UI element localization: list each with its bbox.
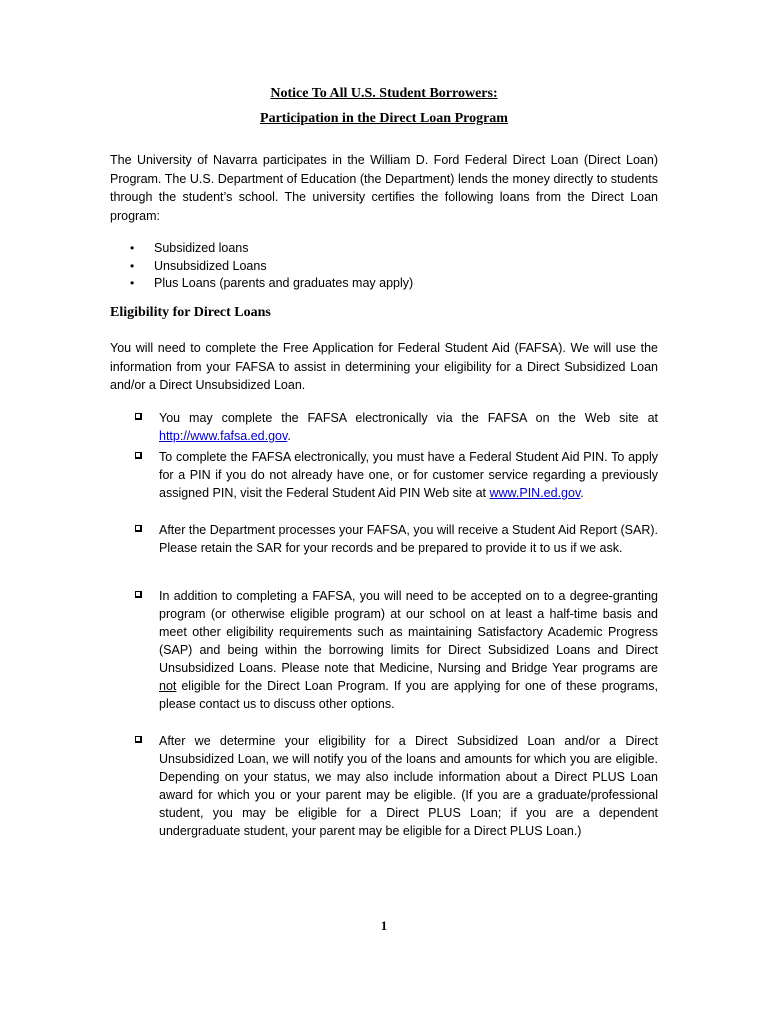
not-emphasis: not <box>159 679 177 693</box>
fafsa-period: . <box>287 429 291 443</box>
checkbox-bullet-icon <box>135 736 142 743</box>
sar-item-text: After the Department processes your FAFSA, you will receive a Student Aid Report (SAR). Please retain the SAR for your records and be prepared to provide it to us if we ask. <box>159 523 658 555</box>
checkbox-bullet-icon <box>135 591 142 598</box>
fafsa-item-text <box>159 409 658 445</box>
notice-subtitle: Participation in the Direct Loan Program <box>260 111 508 126</box>
acceptance-item-text <box>159 587 658 713</box>
eligibility-paragraph: You will need to complete the Free Application for Federal Student Aid (FAFSA). We will use the information from your FAFSA to assist in determining your eligibility for a Direct Subsidized Loan and/or a Direct Unsubsidized Loan. <box>110 341 658 392</box>
checkbox-bullet-icon <box>135 525 142 532</box>
pin-item-text <box>159 448 658 502</box>
pin-period: . <box>580 486 584 500</box>
pin-item <box>135 448 658 502</box>
fafsa-link[interactable]: http://www.fafsa.ed.gov <box>159 429 288 443</box>
list-item <box>110 275 658 293</box>
pin-text: To complete the FAFSA electronically, you must have a Federal Student Aid PIN. To apply for a PIN if you do not already have one, or for customer service regarding a previously assigned PIN, visit the Federal Student Aid PIN Web site at <box>159 450 658 500</box>
loan-type-label: Plus Loans (parents and graduates may apply) <box>154 276 414 290</box>
loan-types-list <box>110 240 658 293</box>
list-item <box>110 240 658 258</box>
loan-type-label: Subsidized loans <box>154 241 249 255</box>
fafsa-text: You may complete the FAFSA electronically via the FAFSA on the Web site at <box>159 411 658 425</box>
sar-item <box>135 521 658 557</box>
pin-link[interactable]: www.PIN.ed.gov <box>489 486 581 500</box>
acceptance-text-before: In addition to completing a FAFSA, you will need to be accepted on to a degree-granting program (or otherwise eligible program) at our school on at least a half-time basis and meet other eligibility requirements such as maintaining Satisfactory Academic Progress (SAP) and being within the borrowing limits for Direct Subsidized Loans and Direct Unsubsidized Loans. Please note that Medicine, Nursing and Bridge Year programs are <box>159 589 658 675</box>
bullet-icon: • <box>130 258 135 273</box>
bullet-icon: • <box>130 276 135 290</box>
bullet-icon: • <box>130 241 135 255</box>
notification-item <box>135 732 658 840</box>
intro-paragraph: The University of Navarra participates in the William D. Ford Federal Direct Loan (Direct Loan) Program. The U.S. Department of Education (the Department) lends the money directly to students through the student’s school. The university certifies the following loans from the Direct Loan program: <box>110 153 658 223</box>
loan-type-label: Unsubsidized Loans <box>154 258 267 273</box>
acceptance-text-after: eligible for the Direct Loan Program. If you are applying for one of these programs, please contact us to discuss other options. <box>159 679 658 711</box>
checkbox-bullet-icon <box>135 413 142 420</box>
notice-title: Notice To All U.S. Student Borrowers: <box>270 86 498 101</box>
eligibility-heading: Eligibility for Direct Loans <box>110 305 271 320</box>
notification-item-text: After we determine your eligibility for a Direct Subsidized Loan and/or a Direct Unsubsidized Loan, we will notify you of the loans and amounts for which you are eligible. Depending on your status, we may also include information about a Direct PLUS Loan award for which you or your parent may be eligible. (If you are a graduate/professional student, you may be eligible for a Direct PLUS Loan; if you are a dependent undergraduate student, your parent may be eligible for a Direct PLUS Loan.) <box>159 734 658 838</box>
fafsa-item <box>135 409 658 445</box>
checkbox-bullet-icon <box>135 452 142 459</box>
page-number: 1 <box>380 919 388 933</box>
acceptance-item <box>135 587 658 713</box>
list-item <box>110 258 658 276</box>
